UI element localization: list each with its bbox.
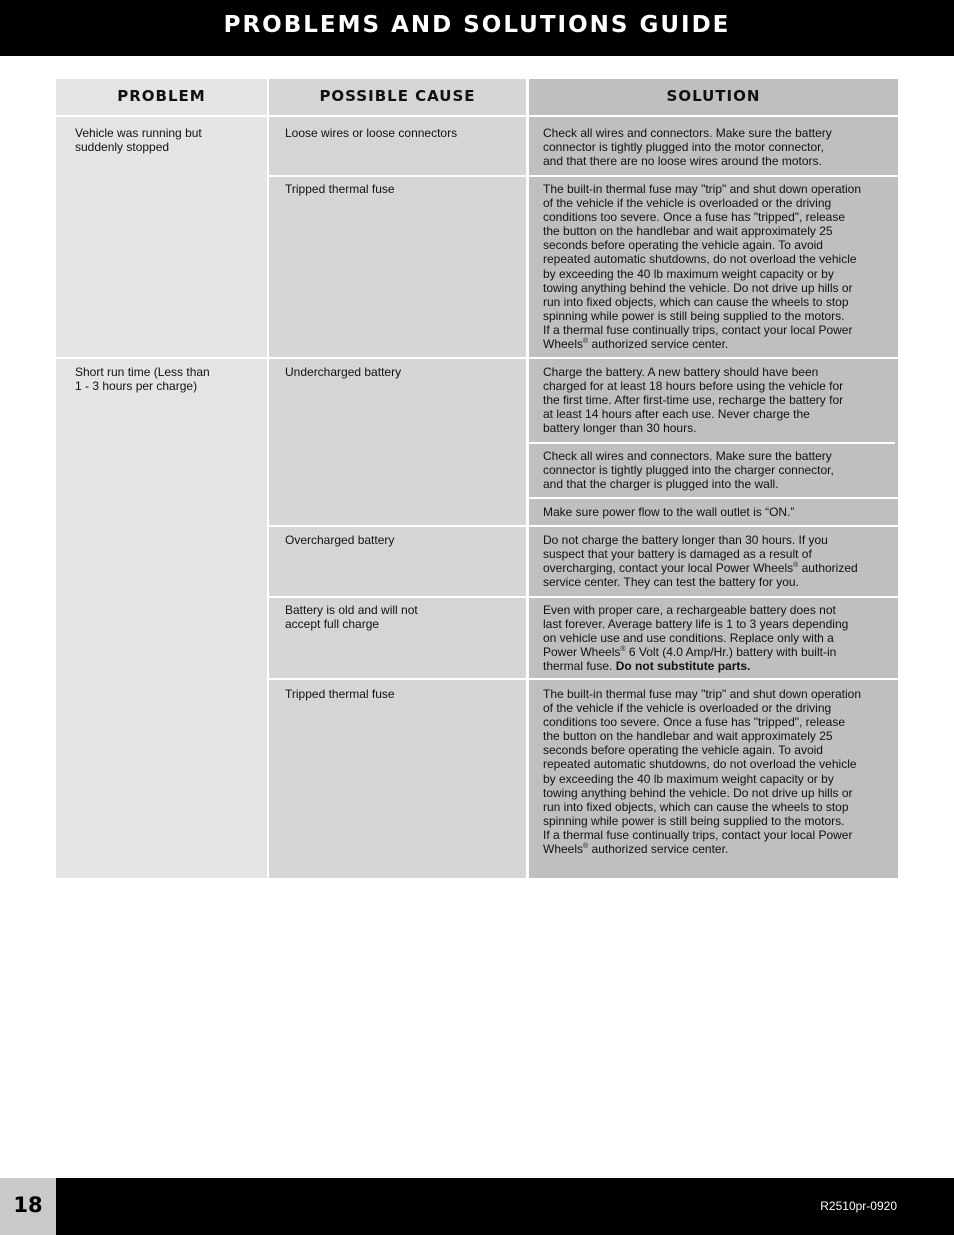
footer-bar xyxy=(0,1178,954,1235)
header-solution: SOLUTION xyxy=(666,87,761,105)
row-divider xyxy=(529,442,895,444)
problem-column xyxy=(56,79,267,878)
header-problem: PROBLEM xyxy=(117,87,206,105)
header-cause: POSSIBLE CAUSE xyxy=(319,87,476,105)
cause-cell: Tripped thermal fuse xyxy=(285,182,395,196)
solution-cell: Do not charge the battery longer than 30 hours. If you suspect that your battery is damaged as a result of overcharging, contact your local Power Wheels® authorized service center. They can test the battery for you. xyxy=(543,533,858,590)
row-divider xyxy=(269,596,898,598)
problem-cell: Vehicle was running but suddenly stopped xyxy=(75,126,202,155)
cause-column xyxy=(269,79,526,878)
registered-mark: ® xyxy=(583,338,589,346)
document-code: R2510pr-0920 xyxy=(820,1199,897,1213)
cause-cell: Overcharged battery xyxy=(285,533,395,547)
row-divider xyxy=(269,678,898,680)
header-divider xyxy=(56,115,898,117)
solution-cell: Make sure power flow to the wall outlet is “ON.” xyxy=(543,505,795,519)
cause-cell: Battery is old and will not accept full charge xyxy=(285,603,418,632)
registered-mark: ® xyxy=(793,562,799,570)
solution-cell: Charge the battery. A new battery should have been charged for at least 18 hours before using the vehicle for the first time. After first-time use, recharge the battery for at least 14 hours after each use. Never charge the battery longer than 30 hours. xyxy=(543,365,844,436)
registered-mark: ® xyxy=(620,646,626,654)
row-divider xyxy=(269,525,898,527)
cause-cell: Undercharged battery xyxy=(285,365,402,379)
warning-text: Do not substitute parts. xyxy=(615,659,751,674)
page-number: 18 xyxy=(13,1193,43,1217)
cause-cell: Loose wires or loose connectors xyxy=(285,126,458,140)
row-divider xyxy=(529,497,898,499)
solution-cell: Check all wires and connectors. Make sure the battery connector is tightly plugged into the charger connector, and that the charger is plugged into the wall. xyxy=(543,449,834,492)
solution-cell: Even with proper care, a rechargeable battery does not last forever. Average battery life is 1 to 3 years depending on vehicle use and use conditions. Replace only with a Power Wheels® 6 Volt (4.0 Amp/Hr.) battery with built-in thermal fuse. Do not substitute parts. xyxy=(543,603,849,674)
solution-cell: The built-in thermal fuse may "trip" and shut down operation of the vehicle if the vehicle is overloaded or the driving conditions too severe. Once a fuse has "tripped", release the button on the handlebar and wait approximately 25 seconds before operating the vehicle again. To avoid repeated automatic shutdowns, do not overload the vehicle by exceeding the 40 lb maximum weight capacity or by towing anything behind the vehicle. Do not drive up hills or run into fixed objects, which can cause the wheels to stop spinning while power is still being supplied to the motors. If a thermal fuse continually trips, contact your local Power Wheels® authorized service center. xyxy=(543,182,862,352)
row-divider xyxy=(56,357,898,359)
solution-cell: The built-in thermal fuse may "trip" and shut down operation of the vehicle if the vehicle is overloaded or the driving conditions too severe. Once a fuse has "tripped", release the button on the handlebar and wait approximately 25 seconds before operating the vehicle again. To avoid repeated automatic shutdowns, do not overload the vehicle by exceeding the 40 lb maximum weight capacity or by towing anything behind the vehicle. Do not drive up hills or run into fixed objects, which can cause the wheels to stop spinning while power is still being supplied to the motors. If a thermal fuse continually trips, contact your local Power Wheels® authorized service center. xyxy=(543,687,862,857)
solution-cell: Check all wires and connectors. Make sure the battery connector is tightly plugged into the motor connector, and that there are no loose wires around the motors. xyxy=(543,126,832,169)
cause-cell: Tripped thermal fuse xyxy=(285,687,395,701)
registered-mark: ® xyxy=(583,843,589,851)
problem-cell: Short run time (Less than 1 - 3 hours per charge) xyxy=(75,365,210,394)
page-title: PROBLEMS AND SOLUTIONS GUIDE xyxy=(223,12,731,38)
row-divider xyxy=(269,175,898,177)
